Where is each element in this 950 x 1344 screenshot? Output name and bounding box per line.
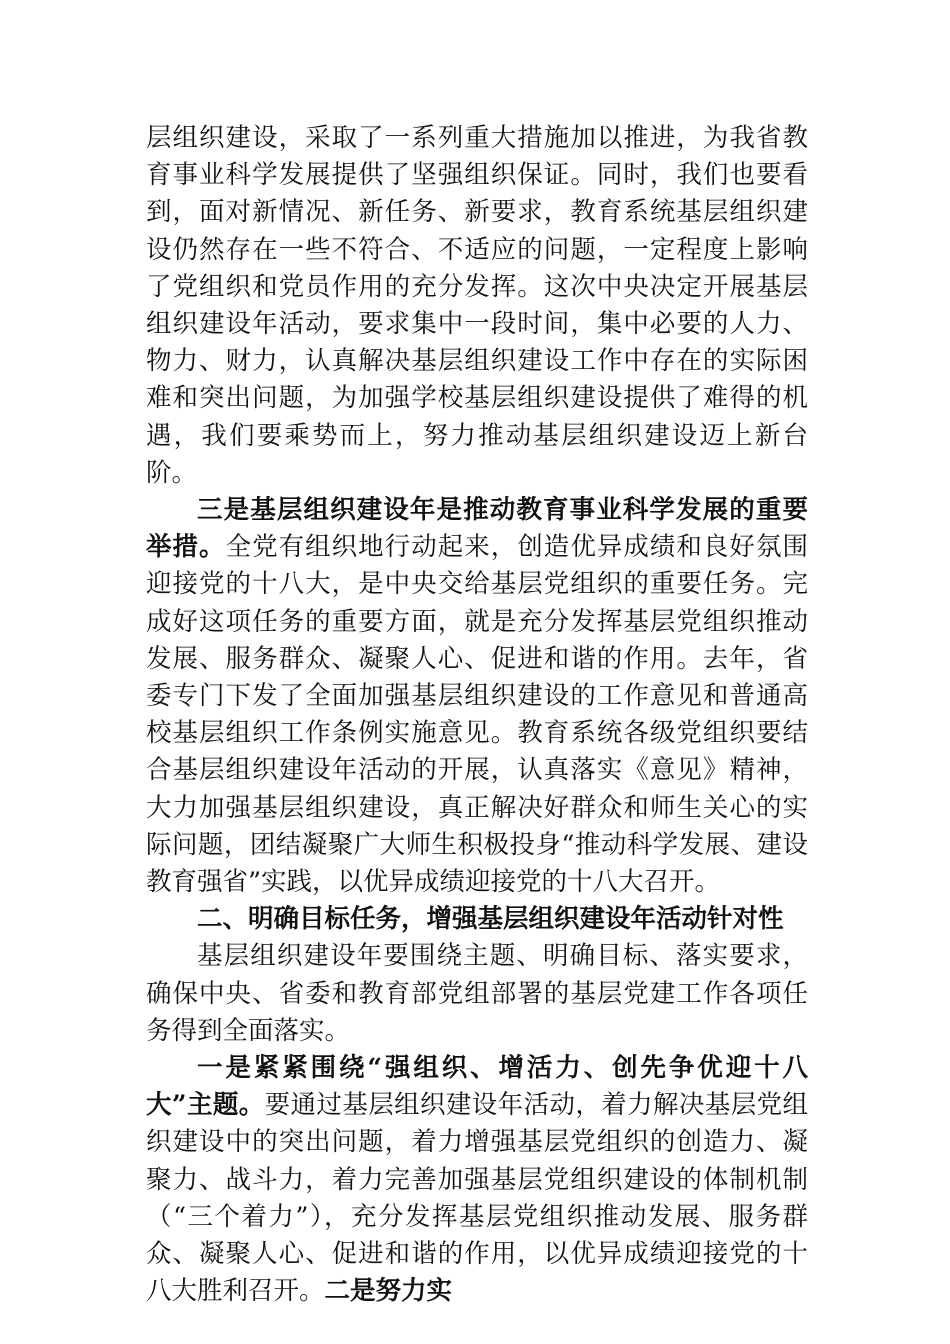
paragraph-section-intro: 基层组织建设年要围绕主题、明确目标、落实要求，确保中央、省委和教育部党组部署的基层党建工作各项任务得到全面落实。 (146, 941, 808, 1046)
paragraph-point-one (146, 1050, 808, 1310)
section-heading-two: 二、明确目标任务，增强基层组织建设年活动针对性 (197, 904, 784, 935)
point-three-lead: 三是基层组织建设年是推动教育事业科学发展的重要举措。 (146, 495, 808, 563)
point-three-body: 全党有组织地行动起来，创造优异成绩和良好氛围迎接党的十八大，是中央交给基层党组织的重要任务。完成好这项任务的重要方面，就是充分发挥基层党组织推动发展、服务群众、凝聚人心、促进和谐的作用。去年，省委专门下发了全面加强基层组织建设的工作意见和普通高校基层组织工作条例实施意见。教育系统各级党组织要结合基层组织建设年活动的开展，认真落实《意见》精神，大力加强基层组织建设，真正解决好群众和师生关心的实际问题，团结凝聚广大师生积极投身“推动科学发展、建设教育强省”实践，以优异成绩迎接党的十八大召开。 (146, 532, 808, 898)
point-one-lead: 一是紧紧围绕“强组织、增活力、创先争优迎十八大”主题。 (146, 1053, 808, 1121)
point-two-lead-start: 二是努力实 (324, 1276, 453, 1307)
document-page (146, 120, 808, 1311)
paragraph-point-three (146, 492, 808, 901)
point-one-body: 要通过基层组织建设年活动，着力解决基层党组织建设中的突出问题，着力增强基层党组织的创造力、凝聚力、战斗力，着力完善加强基层党组织建设的体制机制（“三个着力”），充分发挥基层党组织推动发展、服务群众、凝聚人心、促进和谐的作用，以优异成绩迎接党的十八大胜利召开。 (146, 1090, 808, 1307)
paragraph-continued: 层组织建设，采取了一系列重大措施加以推进，为我省教育事业科学发展提供了坚强组织保证。同时，我们也要看到，面对新情况、新任务、新要求，教育系统基层组织建设仍然存在一些不符合、不适应的问题，一定程度上影响了党组织和党员作用的充分发挥。这次中央决定开展基层组织建设年活动，要求集中一段时间，集中必要的人力、物力、财力，认真解决基层组织建设工作中存在的实际困难和突出问题，为加强学校基层组织建设提供了难得的机遇，我们要乘势而上，努力推动基层组织建设迈上新台阶。 (146, 123, 808, 488)
